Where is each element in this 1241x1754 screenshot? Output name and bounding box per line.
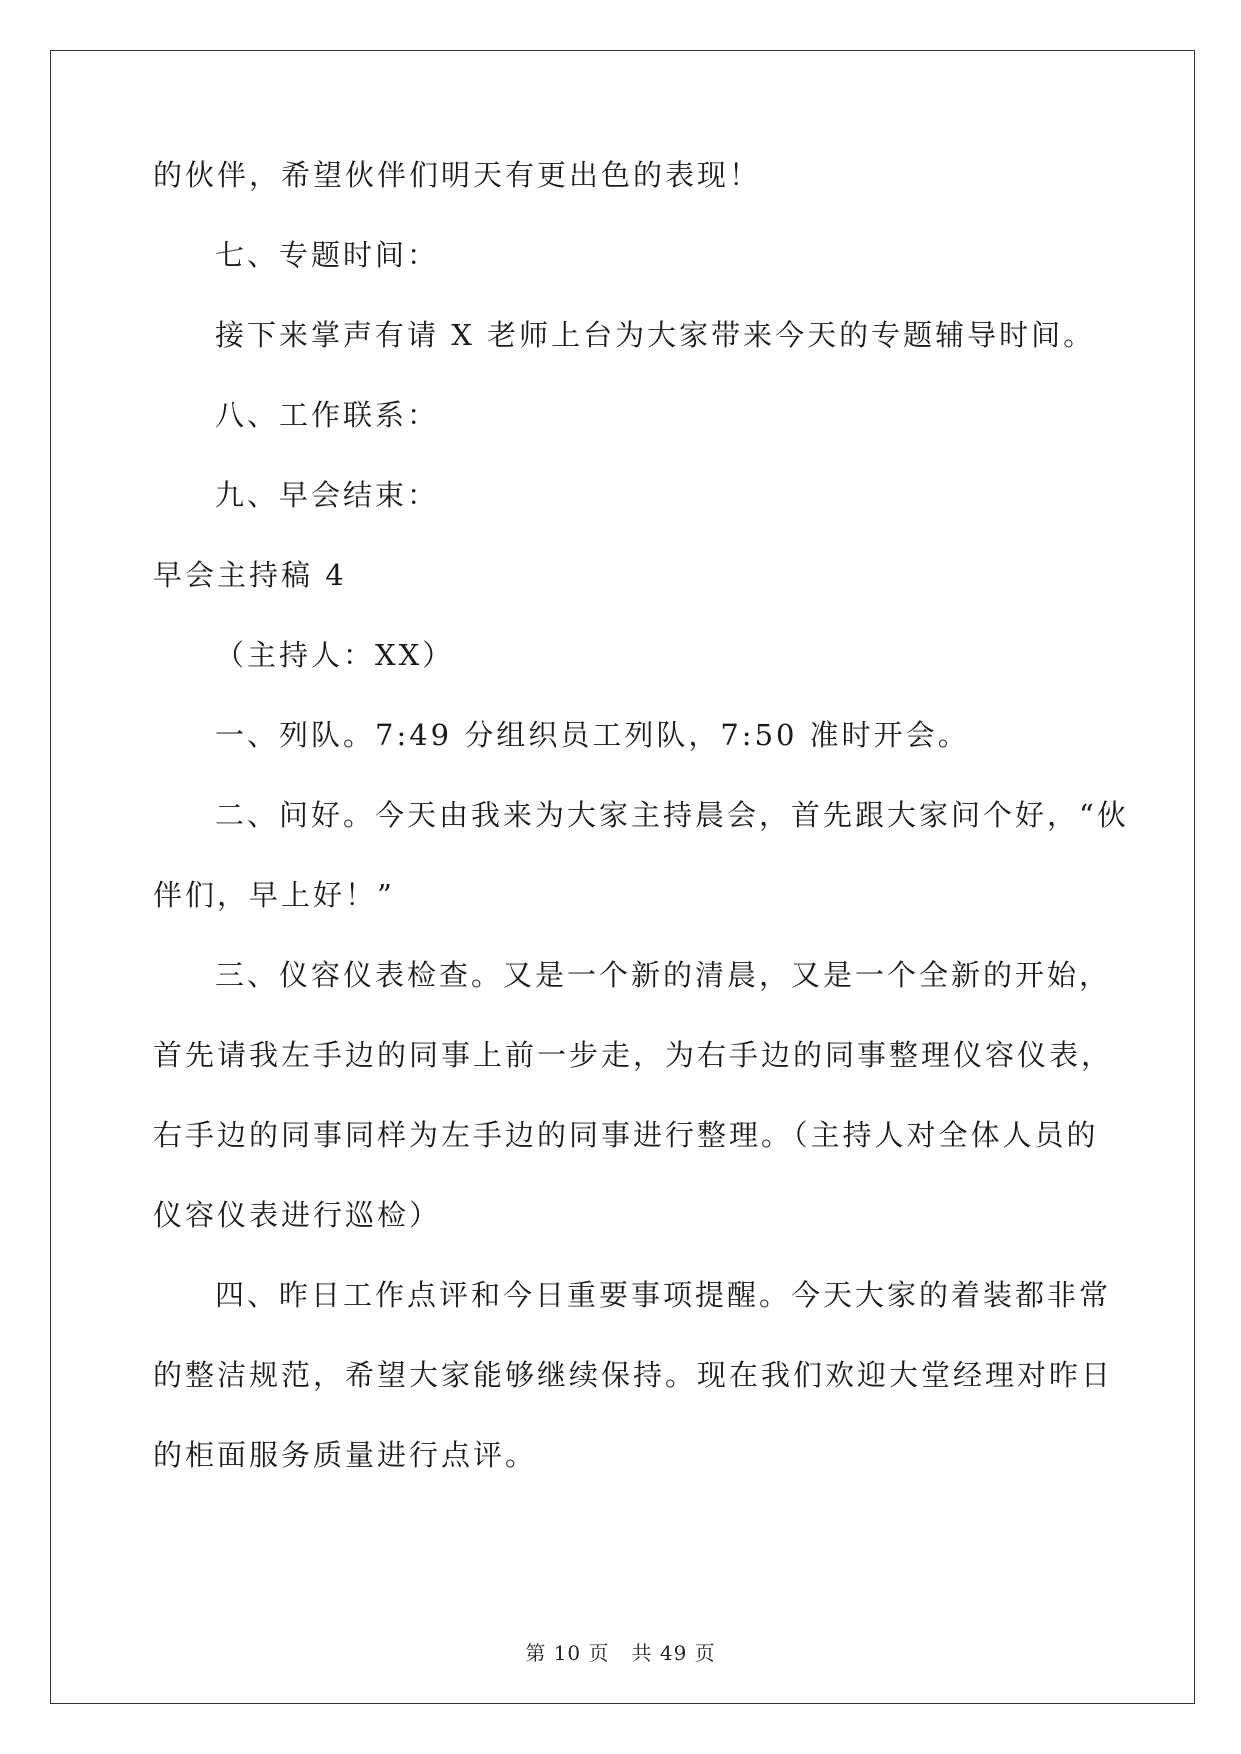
- text-line: 的伙伴，希望伙伴们明天有更出色的表现！: [153, 158, 762, 192]
- section-heading: 早会主持稿 4: [153, 558, 347, 592]
- text-line: 的整洁规范，希望大家能够继续保持。现在我们欢迎大堂经理对昨日: [153, 1358, 1114, 1392]
- text-line: 伴们，早上好！”: [153, 878, 395, 912]
- text-line: 二、问好。今天由我来为大家主持晨会，首先跟大家问个好，“伙: [215, 798, 1129, 832]
- page-number: 第 10 页: [525, 1641, 610, 1665]
- page-total: 共 49 页: [631, 1641, 716, 1665]
- text-line: （主持人：XX）: [215, 638, 455, 672]
- text-line: 右手边的同事同样为左手边的同事进行整理。（主持人对全体人员的: [153, 1118, 1099, 1152]
- text-line: 接下来掌声有请 X 老师上台为大家带来今天的专题辅导时间。: [215, 318, 1096, 352]
- text-line: 的柜面服务质量进行点评。: [153, 1438, 538, 1472]
- text-line: 九、早会结束：: [215, 478, 440, 512]
- text-line: 首先请我左手边的同事上前一步走，为右手边的同事整理仪容仪表，: [153, 1038, 1114, 1072]
- text-line: 一、列队。7:49 分组织员工列队，7:50 准时开会。: [215, 718, 970, 752]
- text-line: 四、昨日工作点评和今日重要事项提醒。今天大家的着装都非常: [215, 1278, 1112, 1312]
- text-line: 八、工作联系：: [215, 398, 440, 432]
- page-footer: [0, 1637, 1241, 1666]
- text-line: 三、仪容仪表检查。又是一个新的清晨，又是一个全新的开始，: [215, 958, 1112, 992]
- text-line: 仪容仪表进行巡检）: [153, 1198, 442, 1232]
- text-line: 七、专题时间：: [215, 238, 440, 272]
- document-body: [153, 158, 1129, 1520]
